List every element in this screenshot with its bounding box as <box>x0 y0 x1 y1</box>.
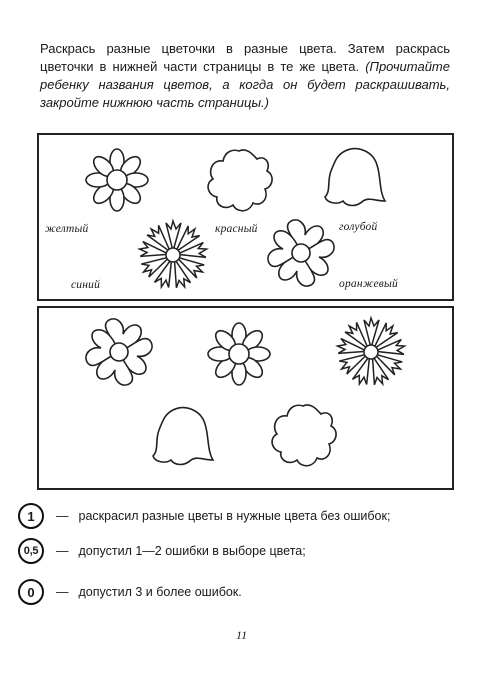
carnation-flower-coloring[interactable] <box>272 405 336 466</box>
score-badge-1: 1 <box>18 503 44 529</box>
score-row-3 <box>18 579 242 605</box>
bell-flower-coloring[interactable] <box>153 408 213 465</box>
sample-flowers-drawing <box>39 135 452 299</box>
score-row-2 <box>18 538 306 564</box>
score-text-1: раскрасил разные цветы в нужные цвета без ошибок; <box>78 509 391 523</box>
score-badge-2: 0,5 <box>18 538 44 564</box>
cornflower-flower-sample <box>138 221 208 290</box>
label-orange: оранжевый <box>339 278 398 290</box>
instructions-main: Раскрась разные цветочки в разные цвета. Затем раскрась цветочки в нижней части страницы в те же цвета. <box>40 41 450 74</box>
sample-flowers-panel <box>37 133 454 301</box>
score-dash: — <box>56 544 69 558</box>
score-dash: — <box>56 585 69 599</box>
label-dark-blue: синий <box>71 279 101 291</box>
bell-flower-sample <box>325 149 385 206</box>
page-number: 11 <box>236 628 248 642</box>
instructions-text <box>40 40 450 112</box>
daisy-flower-sample <box>86 149 148 211</box>
pansy-flower-sample <box>268 220 334 286</box>
score-badge-3: 0 <box>18 579 44 605</box>
pansy-flower-coloring[interactable] <box>86 319 152 385</box>
coloring-flowers-drawing <box>39 308 452 488</box>
label-yellow: желтый <box>45 223 89 235</box>
score-row-1 <box>18 503 390 529</box>
carnation-flower-sample <box>208 150 272 211</box>
label-red: красный <box>215 223 258 235</box>
coloring-flowers-panel <box>37 306 454 490</box>
cornflower-flower-coloring[interactable] <box>336 318 406 387</box>
score-text-2: допустил 1—2 ошибки в выборе цвета; <box>78 544 306 558</box>
score-dash: — <box>56 509 69 523</box>
label-blue: голубой <box>339 221 378 233</box>
daisy-flower-coloring[interactable] <box>208 323 270 385</box>
instructions-hint: (Прочитайте ребенку названия цветов, а когда он будет раскрашивать, закройте нижнюю часть страницы.) <box>40 59 450 110</box>
score-text-3: допустил 3 и более ошибок. <box>78 585 242 599</box>
